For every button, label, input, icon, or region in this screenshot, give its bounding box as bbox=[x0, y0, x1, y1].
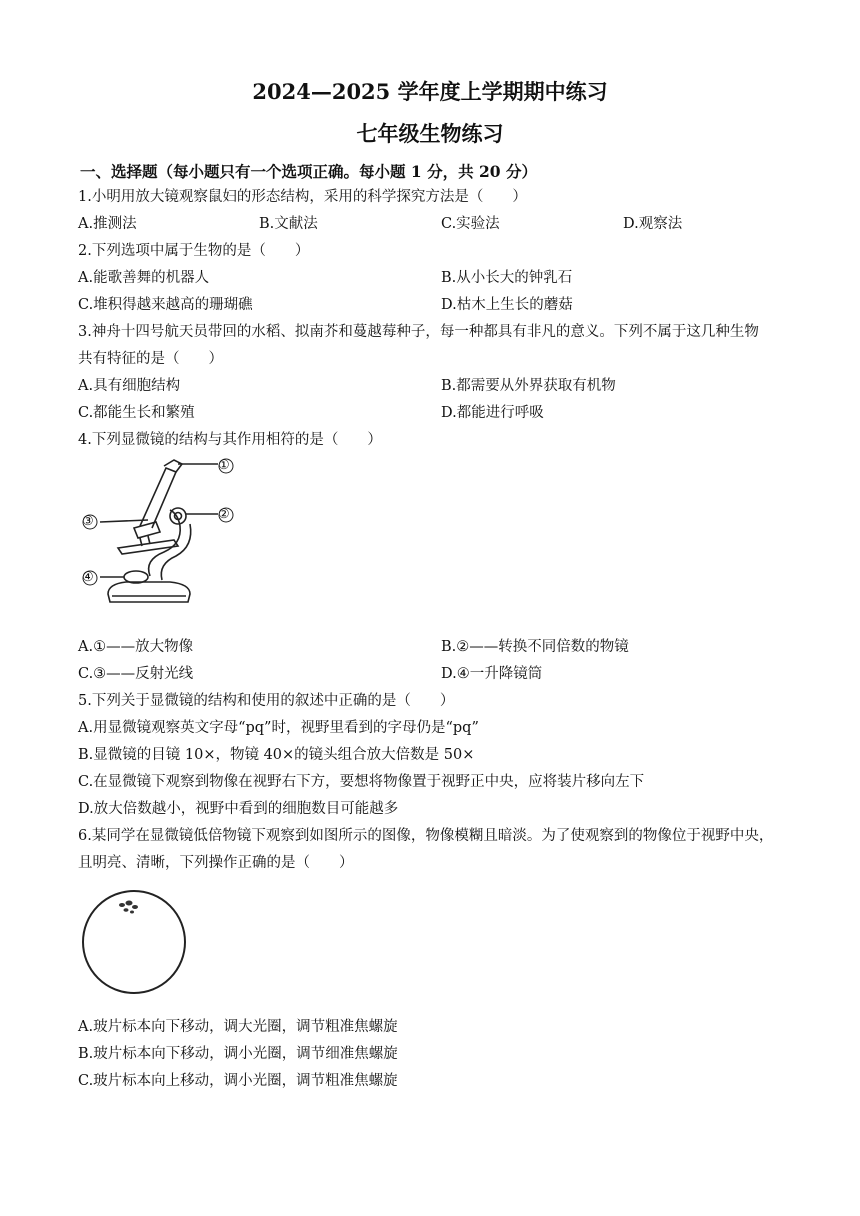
q4-option-a: A.①——放大物像 bbox=[78, 639, 194, 655]
q2-option-b: B.从小长大的钟乳石 bbox=[441, 270, 573, 286]
question-6-stem-line1: 6.某同学在显微镜低倍物镜下观察到如图所示的图像，物像模糊且暗淡。为了使观察到的物像位于视野中央， bbox=[78, 828, 774, 844]
q1-option-b: B.文献法 bbox=[259, 216, 318, 232]
q3-option-a: A.具有细胞结构 bbox=[78, 378, 181, 394]
figure-label-2: ② bbox=[218, 507, 230, 522]
microscope-figure bbox=[78, 456, 248, 616]
q2-option-c: C.堆积得越来越高的珊瑚礁 bbox=[78, 297, 253, 313]
q5-option-a: A.用显微镜观察英文字母“pq”时，视野里看到的字母仍是“pq” bbox=[78, 720, 479, 736]
q6-option-a: A.玻片标本向下移动，调大光圈，调节粗准焦螺旋 bbox=[78, 1019, 398, 1035]
q2-option-a: A.能歌善舞的机器人 bbox=[78, 270, 210, 286]
q6-option-b: B.玻片标本向下移动，调小光圈，调节细准焦螺旋 bbox=[78, 1046, 398, 1062]
q5-option-b: B.显微镜的目镜 10×，物镜 40×的镜头组合放大倍数是 50× bbox=[78, 747, 475, 763]
q4-option-c: C.③——反射光线 bbox=[78, 666, 194, 682]
q1-option-d: D.观察法 bbox=[623, 216, 683, 232]
question-4-stem: 4.下列显微镜的结构与其作用相符的是（ ） bbox=[78, 432, 382, 448]
q1-option-c: C.实验法 bbox=[441, 216, 500, 232]
question-3-stem-line2: 共有特征的是（ ） bbox=[78, 351, 223, 367]
q5-option-c: C.在显微镜下观察到物像在视野右下方，要想将物像置于视野正中央，应将装片移向左下 bbox=[78, 774, 645, 790]
question-1-stem: 1.小明用放大镜观察鼠妇的形态结构，采用的科学探究方法是（ ） bbox=[78, 189, 527, 205]
q1-option-a: A.推测法 bbox=[78, 216, 137, 232]
page-subtitle: 七年级生物练习 bbox=[356, 121, 504, 146]
q4-option-d: D.④一升降镜筒 bbox=[441, 666, 543, 682]
q4-option-b: B.②——转换不同倍数的物镜 bbox=[441, 639, 629, 655]
figure-label-4: ④ bbox=[82, 570, 94, 585]
q5-option-d: D.放大倍数越小，视野中看到的细胞数目可能越多 bbox=[78, 801, 399, 817]
figure-label-1: ① bbox=[218, 458, 230, 473]
question-3-stem-line1: 3.神舟十四号航天员带回的水稻、拟南芥和蔓越莓种子，每一种都具有非凡的意义。下列不属于这几种生物 bbox=[78, 324, 759, 340]
page-title: 2024—2025 学年度上学期期中练习 bbox=[252, 79, 608, 104]
section-heading: 一、选择题（每小题只有一个选项正确。每小题 1 分，共 20 分） bbox=[80, 162, 537, 181]
question-2-stem: 2.下列选项中属于生物的是（ ） bbox=[78, 243, 310, 259]
microscope-field-of-view-figure bbox=[80, 888, 190, 998]
q3-option-b: B.都需要从外界获取有机物 bbox=[441, 378, 616, 394]
question-6-stem-line2: 且明亮、清晰，下列操作正确的是（ ） bbox=[78, 855, 354, 871]
q6-option-c: C.玻片标本向上移动，调小光圈，调节粗准焦螺旋 bbox=[78, 1073, 398, 1089]
question-5-stem: 5.下列关于显微镜的结构和使用的叙述中正确的是（ ） bbox=[78, 693, 455, 709]
q2-option-d: D.枯木上生长的蘑菇 bbox=[441, 297, 573, 313]
q3-option-d: D.都能进行呼吸 bbox=[441, 405, 544, 421]
q3-option-c: C.都能生长和繁殖 bbox=[78, 405, 195, 421]
figure-label-3: ③ bbox=[82, 514, 94, 529]
